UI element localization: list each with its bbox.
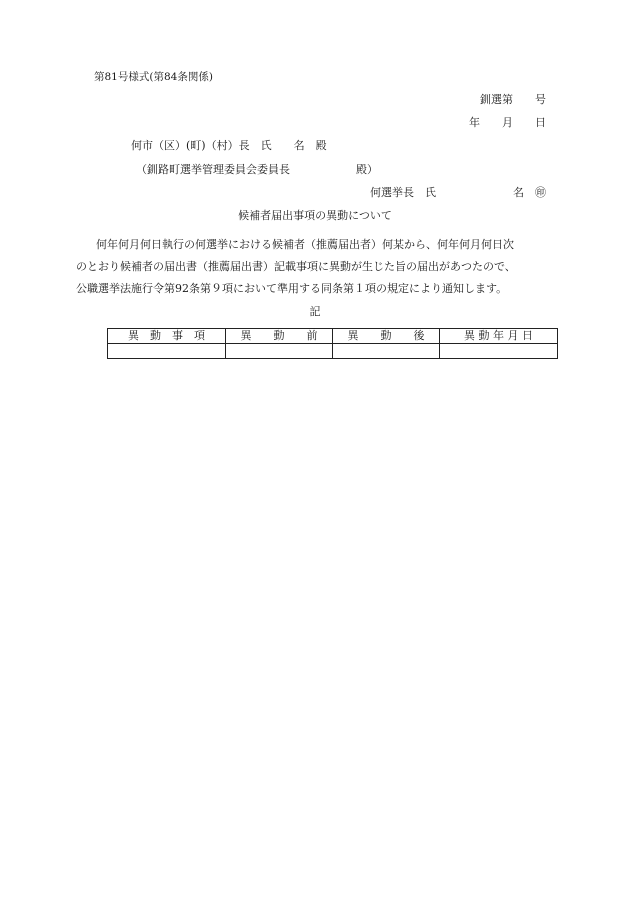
- body-line: 何年何月何日執行の何選挙における候補者（推薦届出者）何某から、何年何月何日次: [96, 238, 514, 251]
- ki-heading: 記: [309, 305, 321, 318]
- table-header-row: [108, 329, 558, 344]
- document-number: 釧選第 号: [480, 93, 546, 106]
- change-table: [107, 328, 558, 359]
- body-line: 公職選挙法施行令第92条第９項において準用する同条第１項の規定により通知します。: [76, 282, 508, 295]
- body-line: のとおり候補者の届出書（推薦届出書）記載事項に異動が生じた旨の届出があつたので、: [76, 260, 516, 273]
- column-header-after: 異 動 後: [333, 329, 440, 344]
- column-header-item: 異 動 事 項: [108, 329, 226, 344]
- date-line: 年 月 日: [469, 116, 546, 129]
- addressee: 何市（区）(町)（村）長 氏 名 殿: [131, 139, 327, 152]
- document-title: 候補者届出事項の異動について: [238, 209, 392, 222]
- table-row: [108, 344, 558, 359]
- sender: 何選挙長 氏 名 ㊞: [370, 186, 546, 199]
- table-cell[interactable]: [226, 344, 333, 359]
- table-cell[interactable]: [333, 344, 440, 359]
- form-number: 第81号様式(第84条関係): [94, 71, 213, 83]
- table-cell[interactable]: [108, 344, 226, 359]
- column-header-date: 異 動 年 月 日: [440, 329, 558, 344]
- table-cell[interactable]: [440, 344, 558, 359]
- body-text: [76, 234, 566, 300]
- column-header-before: 異 動 前: [226, 329, 333, 344]
- addressee-alternate: （釧路町選挙管理委員会委員長 殿）: [136, 163, 378, 176]
